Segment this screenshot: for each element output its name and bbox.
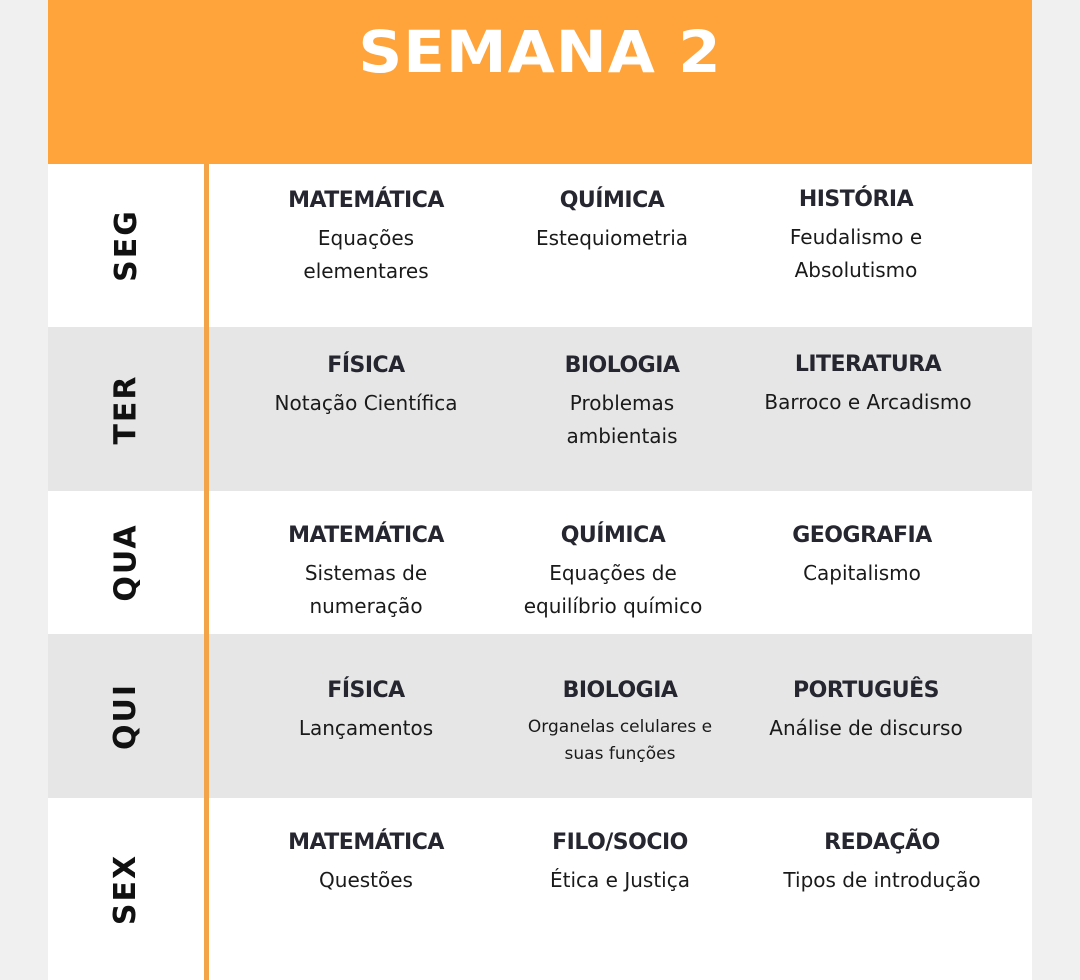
day-label: TER xyxy=(108,373,144,445)
subject-block xyxy=(528,676,712,768)
subject-name: FÍSICA xyxy=(327,353,405,378)
topic-line: Tipos de introdução xyxy=(783,868,981,892)
day-row-seg xyxy=(48,164,1032,327)
topic-line: Ética e Justiça xyxy=(550,868,690,892)
topic-line: elementares xyxy=(303,259,429,283)
day-label: SEX xyxy=(108,853,144,925)
subject-block xyxy=(783,828,980,897)
schedule-page xyxy=(48,0,1032,980)
subject-name: PORTUGUÊS xyxy=(793,678,939,703)
day-cell xyxy=(48,798,204,980)
day-cell xyxy=(48,164,204,327)
subject-topic xyxy=(528,714,712,768)
topic-line: suas funções xyxy=(564,744,676,764)
subject-name: QUÍMICA xyxy=(559,188,665,213)
subject-block xyxy=(524,521,703,623)
subject-name: MATEMÁTICA xyxy=(288,523,444,548)
topic-line: Estequiometria xyxy=(535,226,689,250)
subject-topic xyxy=(783,864,980,897)
day-column-divider xyxy=(204,164,209,980)
subject-block xyxy=(550,828,690,897)
subject-topic xyxy=(288,557,444,623)
subject-topic xyxy=(299,712,433,745)
subject-topic xyxy=(536,222,688,255)
topic-line: Barroco e Arcadismo xyxy=(764,390,972,414)
topic-line: Notação Científica xyxy=(274,391,458,415)
topic-line: Capitalismo xyxy=(803,561,921,585)
subject-name: QUÍMICA xyxy=(560,523,666,548)
day-cell xyxy=(48,634,204,798)
day-row-qua xyxy=(48,491,1032,634)
subject-block xyxy=(565,351,680,453)
subject-topic xyxy=(792,557,932,590)
subject-block xyxy=(275,351,458,420)
day-label: QUA xyxy=(108,523,144,602)
topic-line: Análise de discurso xyxy=(769,716,963,740)
subject-name: GEOGRAFIA xyxy=(792,523,932,548)
topic-line: Feudalismo e xyxy=(789,225,923,249)
subject-block xyxy=(764,350,971,419)
subject-topic xyxy=(288,864,444,897)
topic-line: Equações xyxy=(317,226,415,250)
day-row-qui xyxy=(48,634,1032,798)
subject-name: BIOLOGIA xyxy=(564,353,680,378)
topic-line: ambientais xyxy=(566,424,678,448)
subject-topic xyxy=(550,864,690,897)
day-cell xyxy=(48,491,204,634)
subject-block xyxy=(792,521,932,590)
subject-block xyxy=(790,185,922,287)
topic-line: Problemas xyxy=(569,391,675,415)
subject-block xyxy=(288,828,444,897)
week-header xyxy=(48,0,1032,164)
subject-topic xyxy=(288,222,444,288)
subject-name: FÍSICA xyxy=(327,678,405,703)
topic-line: Organelas celulares e xyxy=(527,717,713,737)
topic-line: Lançamentos xyxy=(298,716,434,740)
subject-topic xyxy=(524,557,703,623)
topic-line: Absolutismo xyxy=(794,258,918,282)
subject-topic xyxy=(764,386,971,419)
subject-name: MATEMÁTICA xyxy=(288,188,444,213)
day-row-ter xyxy=(48,327,1032,491)
subject-name: MATEMÁTICA xyxy=(288,830,444,855)
day-label: SEG xyxy=(108,209,144,282)
topic-line: Equações de xyxy=(549,561,677,585)
subject-topic xyxy=(790,221,922,287)
subject-block xyxy=(536,186,688,255)
subject-name: HISTÓRIA xyxy=(798,187,914,212)
subject-block xyxy=(288,521,444,623)
topic-line: Sistemas de xyxy=(304,561,428,585)
subject-name: LITERATURA xyxy=(794,352,942,377)
day-row-sex xyxy=(48,798,1032,980)
subject-topic xyxy=(769,712,962,745)
week-title: SEMANA 2 xyxy=(358,18,722,86)
topic-line: equilíbrio químico xyxy=(523,594,703,618)
day-cell xyxy=(48,327,204,491)
subject-topic xyxy=(275,387,458,420)
subject-block xyxy=(299,676,433,745)
topic-line: numeração xyxy=(309,594,423,618)
subject-block xyxy=(288,186,444,288)
subject-name: BIOLOGIA xyxy=(562,678,678,703)
day-label: QUI xyxy=(108,682,144,750)
subject-block xyxy=(769,676,962,745)
subject-name: REDAÇÃO xyxy=(824,830,940,855)
subject-name: FILO/SOCIO xyxy=(552,830,688,855)
topic-line: Questões xyxy=(319,868,413,892)
subject-topic xyxy=(565,387,680,453)
